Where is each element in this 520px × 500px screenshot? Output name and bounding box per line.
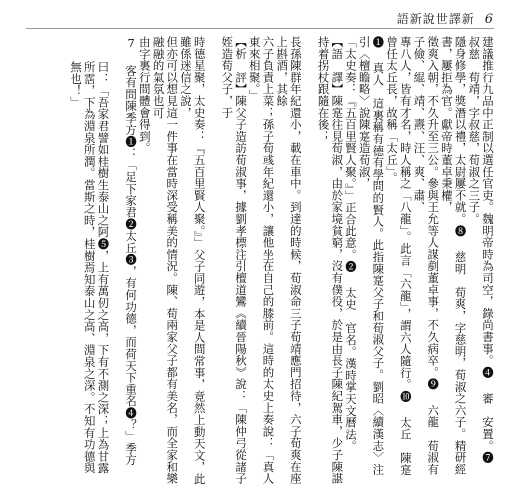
book-title: 語新說世譯新 [396,12,475,26]
text-column: 曰：「吾家君譬如桂樹生泰山之阿❺，上有萬仞之高，下有不測之深；上為甘露 [96,61,111,475]
text-column: 無也！」 [69,61,84,109]
entry-7-column: 7 客有問陳季方❶：「足下家君❷太丘❸，有何功德，而荷天下重名❹？」季方 [124,36,139,466]
text-column: 專八人，皆有才名，時人稱之「八龍」。此言「六龍」，謂六人隨行。❿ 太丘 陳寔曾任太丘長，故稱「太丘」。 [385,36,413,476]
text-column: 時德星聚，太史奏：『五百里賢人聚。』」父子同遊，本是人間常事，竟然上動天文，此雖係迷信之說， [178,36,207,485]
text-column: 「太史奏：『五百里賢人聚。』」正合此意。❷ 太史 官名。漢時掌天文曆法。 [343,36,358,452]
text-column: ❶ 真人 這裏稱有德有學問的賢人。此指陳寔父子和荀淑父子。劉昭〈續漢志〉注引〈檀瞻略〉說陳寔造荀淑， [357,36,386,476]
text-column: 隱身修學，獎潛以禮，太尉屢不就。❽ 慈明 荀爽，字慈明，荀淑之六子。精研經書，屢拒為官。獻帝時董卓秉權， [439,36,468,476]
text-column: 長孫陳群年紀還小，載在車中。到達的時候，荀淑命三子荀靖應門招待，六子荀爽在座上斟酒，其餘 [275,36,303,485]
running-header [397,10,494,27]
translation-heading-column: 【語 譯】陳寔往見荀淑，由於家境貧窮，沒有僕役，於是由長子陳紀駕車，少子陳諶持着拐杖跟隨在後； [316,36,345,485]
page-number: 6 [484,12,494,27]
commentary-heading-column: 【析 評】陳父子造訪荀淑事，據劉孝標注引檀道鸞《續晉陽秋》說：「陳仲弓從諸子姪造荀父子，于 [220,36,249,485]
text-column: 但亦可以想見這一件事在當時深受稱美的情況。陳、荀兩家父子都有美名，而全家和樂融融的氣氛也可 [151,36,180,485]
text-column: 由字裏行間體會得到。 [137,36,152,154]
header-rule [26,28,494,29]
text-column: 所霑，下為淵泉所潤。當斯之時，桂樹焉知泰山之高、淵泉之深。不知有功德與 [82,61,97,475]
text-column: 建議推行九品中正制以選任官吏。魏明帝時為司空，錄尚書事。❹ 審 安置。❼ 叔慈 荀靖，字叔慈，荀淑之三子。 [467,36,495,464]
text-column: 六子負責上菜；孫子荀彧年紀還小，讓他坐在自己的膝前。這時的太史上奏說：「真人東來相聚。」 [247,36,276,485]
text-column: 徵爽入朝，不久升至三公。參與王允等人謀剷董卓事，不久病卒。❾ 六龍 荀淑有子儉、緄、靖、燾、汪、爽、肅、 [412,36,441,476]
page-body [32,36,494,486]
